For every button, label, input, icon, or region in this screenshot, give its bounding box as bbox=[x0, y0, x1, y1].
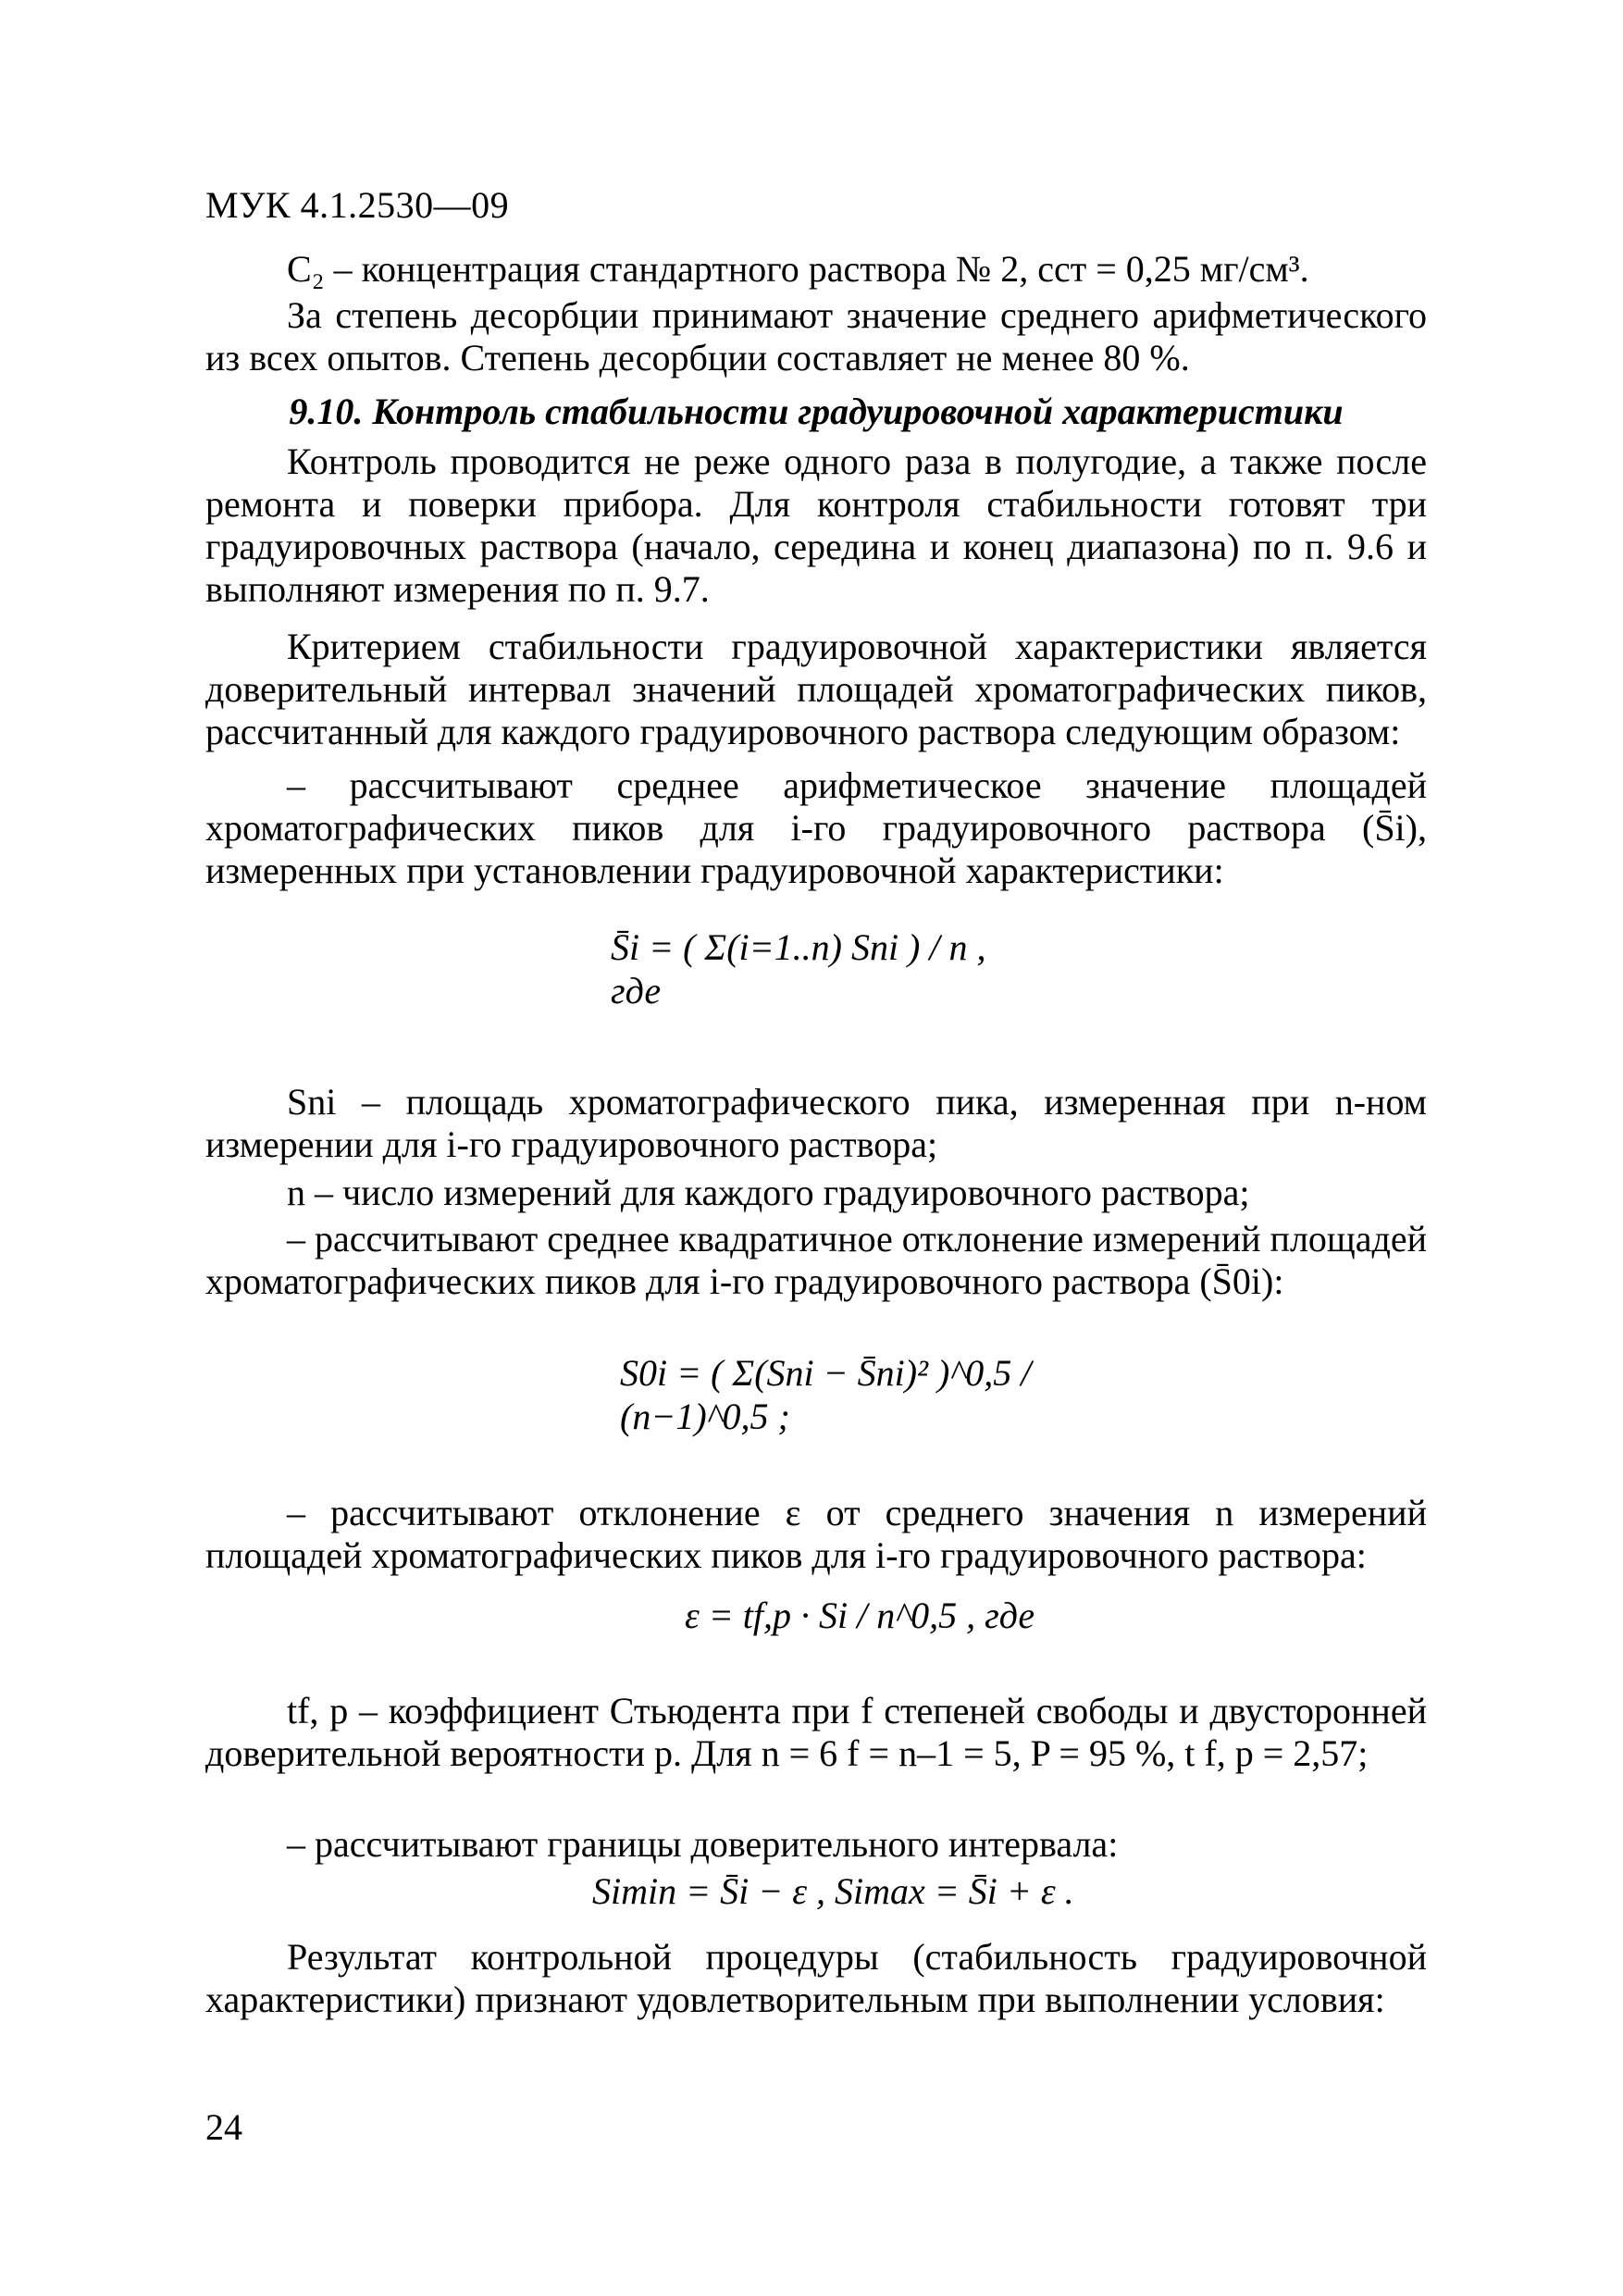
page-number: 24 bbox=[205, 2106, 242, 2148]
paragraph-result: Результат контрольной процедуры (стабильность градуировочной характеристики) признают удовлетворительным при выполнении условия: bbox=[205, 1936, 1427, 2020]
paragraph-std-dev-step: – рассчитывают среднее квадратичное отклонение измерений площадей хроматографических пиков для i-го градуировочного раствора (S̄0i): bbox=[205, 1218, 1427, 1302]
section-title: 9.10. Контроль стабильности градуировочной характеристики bbox=[289, 391, 1344, 432]
paragraph-criterion: Критерием стабильности градуировочной характеристики является доверительный интервал значений площадей хроматографических пиков, рассчитанный для каждого градуировочного раствора следующим образом: bbox=[205, 626, 1427, 752]
paragraph-sni-definition: Sni – площадь хроматографического пика, измеренная при n-ном измерении для i-го градуировочного раствора; bbox=[205, 1081, 1427, 1165]
formula-std-dev: S0i = ( Σ(Sni − S̄ni)² )^0,5 / (n−1)^0,5 ; bbox=[620, 1352, 1032, 1437]
paragraph-c2-definition: C₂ – концентрация стандартного раствора № 2, cст = 0,25 мг/см³. bbox=[287, 248, 1309, 290]
formula-bounds: Simin = S̄i − ε , Simax = S̄i + ε . bbox=[592, 1870, 1074, 1912]
document-code: МУК 4.1.2530—09 bbox=[205, 184, 510, 226]
paragraph-desorption: За степень десорбции принимают значение среднего арифметического из всех опытов. Степень десорбции составляет не менее 80 %. bbox=[205, 294, 1427, 379]
paragraph-mean-step: – рассчитывают среднее арифметическое значение площадей хроматографических пиков для i-го градуировочного раствора (S̄i), измеренных при установлении градуировочной характеристики: bbox=[205, 764, 1427, 891]
paragraph-n-definition: n – число измерений для каждого градуировочного раствора; bbox=[287, 1172, 1250, 1213]
paragraph-deviation-step: – рассчитывают отклонение ε от среднего значения n измерений площадей хроматографических пиков для i-го градуировочного раствора: bbox=[205, 1492, 1427, 1576]
formula-mean: S̄i = ( Σ(i=1..n) Sni ) / n , где bbox=[611, 926, 986, 1011]
paragraph-student-coefficient: tf, p – коэффициент Стьюдента при f степеней свободы и двусторонней доверительной вероятности p. Для n = 6 f = n–1 = 5, P = 95 %, t f, p = 2,57; bbox=[205, 1690, 1427, 1774]
formula-epsilon: ε = tf,p · Si / n^0,5 , где bbox=[685, 1595, 1035, 1636]
paragraph-control-frequency: Контроль проводится не реже одного раза в полугодие, а также после ремонта и поверки прибора. Для контроля стабильности готовят три градуировочных раствора (начало, середина и конец диапазона) по п. 9.6 и выполняют измерения по п. 9.7. bbox=[205, 441, 1427, 610]
paragraph-bounds-step: – рассчитывают границы доверительного интервала: bbox=[287, 1823, 1119, 1865]
